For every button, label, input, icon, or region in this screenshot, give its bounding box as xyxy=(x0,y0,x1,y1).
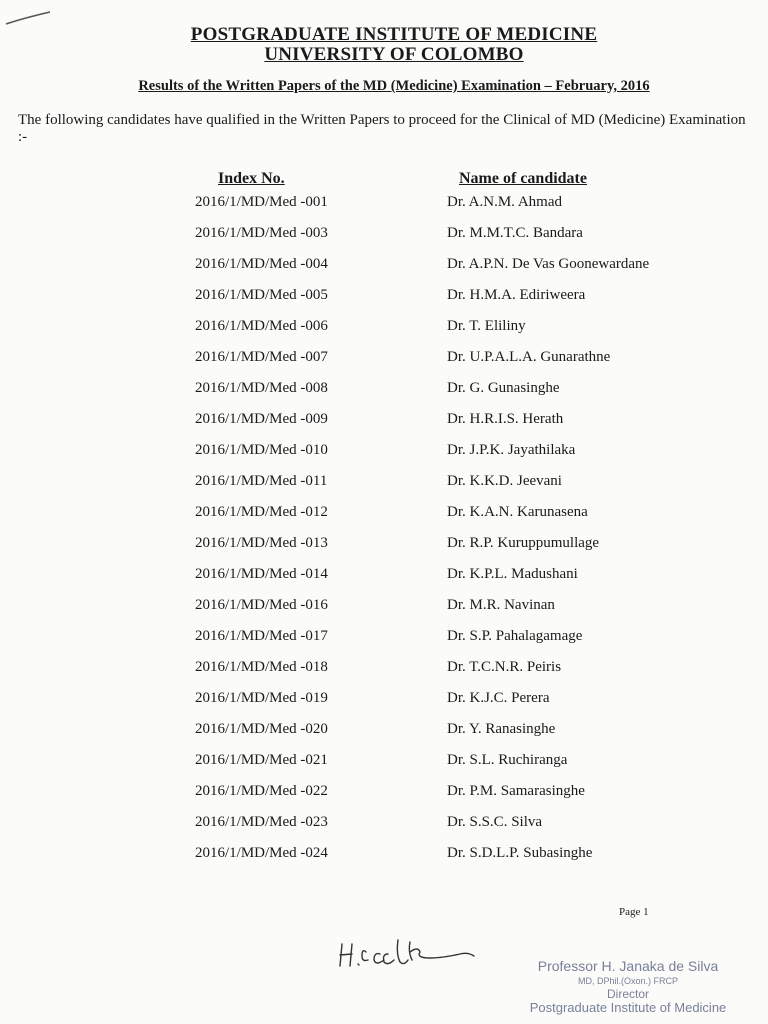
candidate-row xyxy=(0,318,768,349)
candidate-row xyxy=(0,442,768,473)
candidate-row xyxy=(0,287,768,318)
candidate-index: 2016/1/MD/Med -009 xyxy=(195,411,328,427)
candidate-index: 2016/1/MD/Med -014 xyxy=(195,566,328,582)
candidate-row xyxy=(0,566,768,597)
candidate-index: 2016/1/MD/Med -018 xyxy=(195,659,328,675)
candidate-index: 2016/1/MD/Med -008 xyxy=(195,380,328,396)
candidate-row xyxy=(0,783,768,814)
candidate-row xyxy=(0,690,768,721)
university-name: UNIVERSITY OF COLOMBO xyxy=(264,44,524,65)
intro-paragraph: The following candidates have qualified in the Written Papers to proceed for the Clinical of MD (Medicine) Examination :- xyxy=(18,112,746,145)
candidate-index: 2016/1/MD/Med -024 xyxy=(195,845,328,861)
name-column-header: Name of candidate xyxy=(459,170,587,187)
candidate-index: 2016/1/MD/Med -011 xyxy=(195,473,328,489)
candidate-list xyxy=(0,194,768,876)
stamp-organization: Postgraduate Institute of Medicine xyxy=(529,1000,727,1015)
candidate-row xyxy=(0,504,768,535)
page-number: Page 1 xyxy=(619,906,649,918)
candidate-name: Dr. M.R. Navinan xyxy=(447,597,555,613)
candidate-name: Dr. P.M. Samarasinghe xyxy=(447,783,585,799)
candidate-index: 2016/1/MD/Med -020 xyxy=(195,721,328,737)
stamp-name: Professor H. Janaka de Silva xyxy=(537,958,719,974)
candidate-name: Dr. S.S.C. Silva xyxy=(447,814,543,830)
candidate-index: 2016/1/MD/Med -007 xyxy=(195,349,328,365)
candidate-row xyxy=(0,256,768,287)
candidate-index: 2016/1/MD/Med -013 xyxy=(195,535,328,551)
candidate-index: 2016/1/MD/Med -001 xyxy=(195,194,328,210)
candidate-name: Dr. K.A.N. Karunasena xyxy=(447,504,588,520)
candidate-index: 2016/1/MD/Med -023 xyxy=(195,814,328,830)
candidate-name: Dr. U.P.A.L.A. Gunarathne xyxy=(447,349,611,365)
results-title: Results of the Written Papers of the MD (Medicine) Examination – February, 2016 xyxy=(138,78,650,94)
candidate-index: 2016/1/MD/Med -003 xyxy=(195,225,328,241)
candidate-index: 2016/1/MD/Med -016 xyxy=(195,597,328,613)
candidate-name: Dr. Y. Ranasinghe xyxy=(447,721,556,737)
candidate-row xyxy=(0,628,768,659)
candidate-name: Dr. H.R.I.S. Herath xyxy=(447,411,564,427)
candidate-row xyxy=(0,597,768,628)
candidate-name: Dr. K.J.C. Perera xyxy=(447,690,550,706)
candidate-name: Dr. A.N.M. Ahmad xyxy=(447,194,563,210)
candidate-row xyxy=(0,194,768,225)
candidate-name: Dr. J.P.K. Jayathilaka xyxy=(447,442,576,458)
candidate-row xyxy=(0,721,768,752)
candidate-name: Dr. T. Eliliny xyxy=(447,318,526,334)
candidate-name: Dr. S.L. Ruchiranga xyxy=(447,752,568,768)
candidate-index: 2016/1/MD/Med -004 xyxy=(195,256,328,272)
candidate-name: Dr. M.M.T.C. Bandara xyxy=(447,225,583,241)
candidate-row xyxy=(0,411,768,442)
candidate-row xyxy=(0,814,768,845)
candidate-index: 2016/1/MD/Med -017 xyxy=(195,628,328,644)
stamp-title: Director xyxy=(606,987,649,1001)
candidate-row xyxy=(0,845,768,876)
candidate-row xyxy=(0,349,768,380)
candidate-name: Dr. S.P. Pahalagamage xyxy=(447,628,583,644)
candidate-name: Dr. A.P.N. De Vas Goonewardane xyxy=(447,256,650,272)
candidate-index: 2016/1/MD/Med -019 xyxy=(195,690,328,706)
candidate-index: 2016/1/MD/Med -005 xyxy=(195,287,328,303)
index-column-header: Index No. xyxy=(218,170,285,187)
candidate-row xyxy=(0,380,768,411)
candidate-index: 2016/1/MD/Med -010 xyxy=(195,442,328,458)
candidate-name: Dr. G. Gunasinghe xyxy=(447,380,560,396)
candidate-row xyxy=(0,752,768,783)
institute-name: POSTGRADUATE INSTITUTE OF MEDICINE xyxy=(190,24,598,45)
director-stamp xyxy=(508,958,748,1015)
candidate-row xyxy=(0,659,768,690)
signature-icon xyxy=(336,936,496,972)
candidate-index: 2016/1/MD/Med -022 xyxy=(195,783,328,799)
candidate-name: Dr. R.P. Kuruppumullage xyxy=(447,535,600,551)
candidate-row xyxy=(0,535,768,566)
candidate-name: Dr. K.K.D. Jeevani xyxy=(447,473,562,489)
candidate-index: 2016/1/MD/Med -012 xyxy=(195,504,328,520)
candidate-name: Dr. T.C.N.R. Peiris xyxy=(447,659,562,675)
candidate-index: 2016/1/MD/Med -021 xyxy=(195,752,328,768)
candidate-row xyxy=(0,473,768,504)
stamp-qualifications: MD, DPhil.(Oxon.) FRCP xyxy=(577,976,678,986)
candidate-index: 2016/1/MD/Med -006 xyxy=(195,318,328,334)
candidate-row xyxy=(0,225,768,256)
candidate-name: Dr. S.D.L.P. Subasinghe xyxy=(447,845,593,861)
candidate-name: Dr. H.M.A. Ediriweera xyxy=(447,287,586,303)
candidate-name: Dr. K.P.L. Madushani xyxy=(447,566,578,582)
